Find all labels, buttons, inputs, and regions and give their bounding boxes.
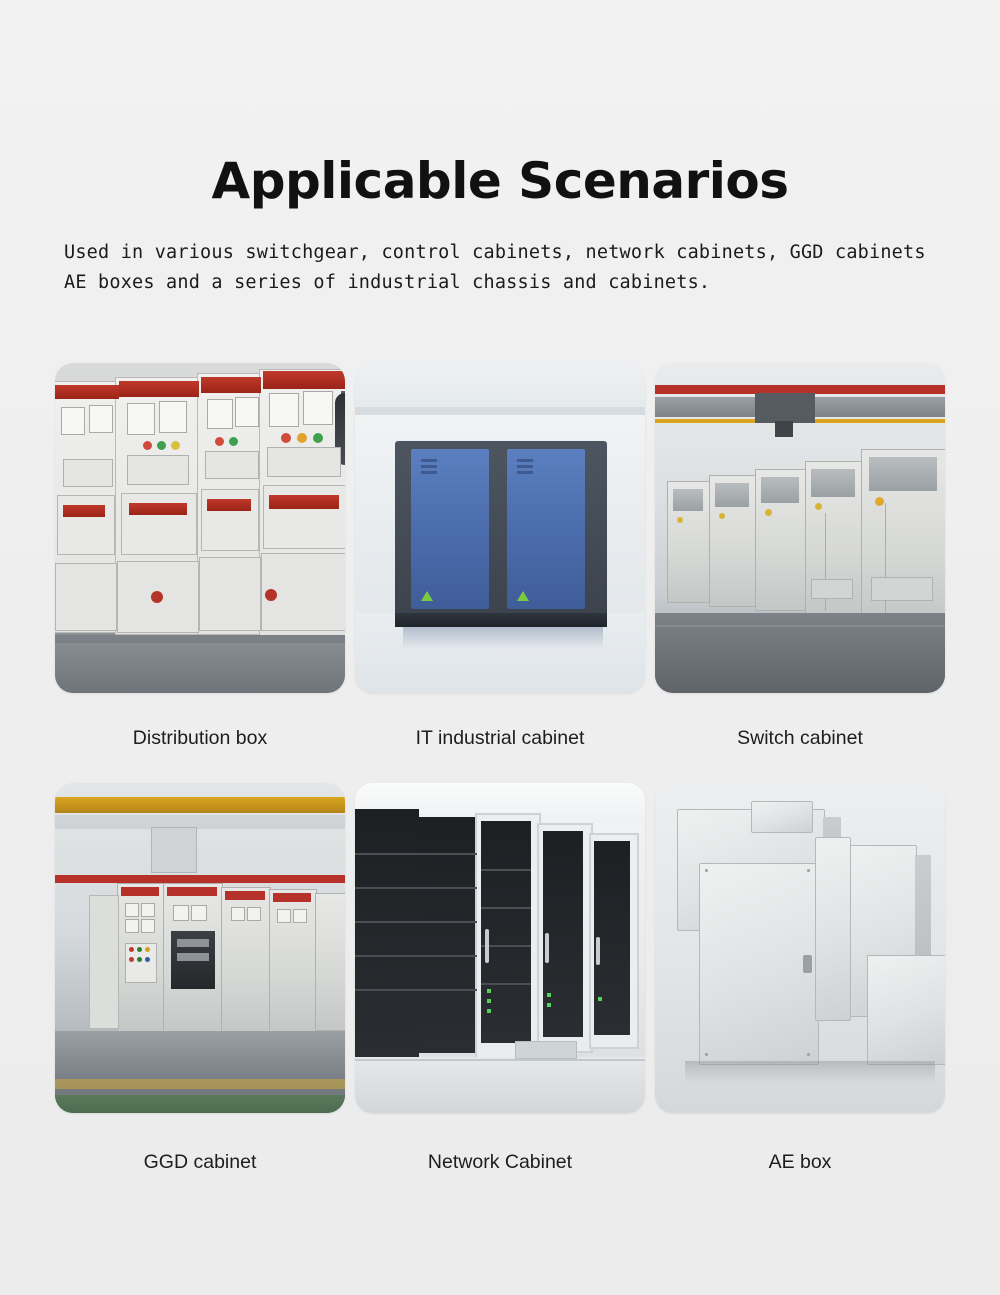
- gallery-item-caption: Distribution box: [132, 727, 268, 749]
- scenario-photo-it-industrial-cabinet: [355, 363, 645, 693]
- gallery-item-caption: AE box: [768, 1151, 832, 1173]
- gallery-item-caption: Switch cabinet: [737, 727, 863, 749]
- scenario-gallery: [55, 363, 945, 1203]
- scenario-photo-ae-box: [655, 783, 945, 1113]
- gallery-item-caption: GGD cabinet: [143, 1151, 257, 1173]
- page-title: Applicable Scenarios: [211, 151, 789, 210]
- scenario-photo-distribution-box: [55, 363, 345, 693]
- scenario-photo-ggd-cabinet: [55, 783, 345, 1113]
- gallery-item[interactable]: [55, 783, 345, 1203]
- gallery-item[interactable]: [655, 363, 945, 783]
- gallery-item[interactable]: [55, 363, 345, 783]
- page-description: Used in various switchgear, control cabinets, network cabinets, GGD cabinets AE boxes and a series of industrial chassis and cabinets.: [64, 241, 926, 293]
- gallery-item[interactable]: [655, 783, 945, 1203]
- gallery-item-caption: Network Cabinet: [427, 1151, 573, 1173]
- gallery-item-caption: IT industrial cabinet: [415, 727, 585, 749]
- scenario-photo-network-cabinet: [355, 783, 645, 1113]
- scenario-photo-switch-cabinet: [655, 363, 945, 693]
- gallery-item[interactable]: [355, 783, 645, 1203]
- gallery-item[interactable]: [355, 363, 645, 783]
